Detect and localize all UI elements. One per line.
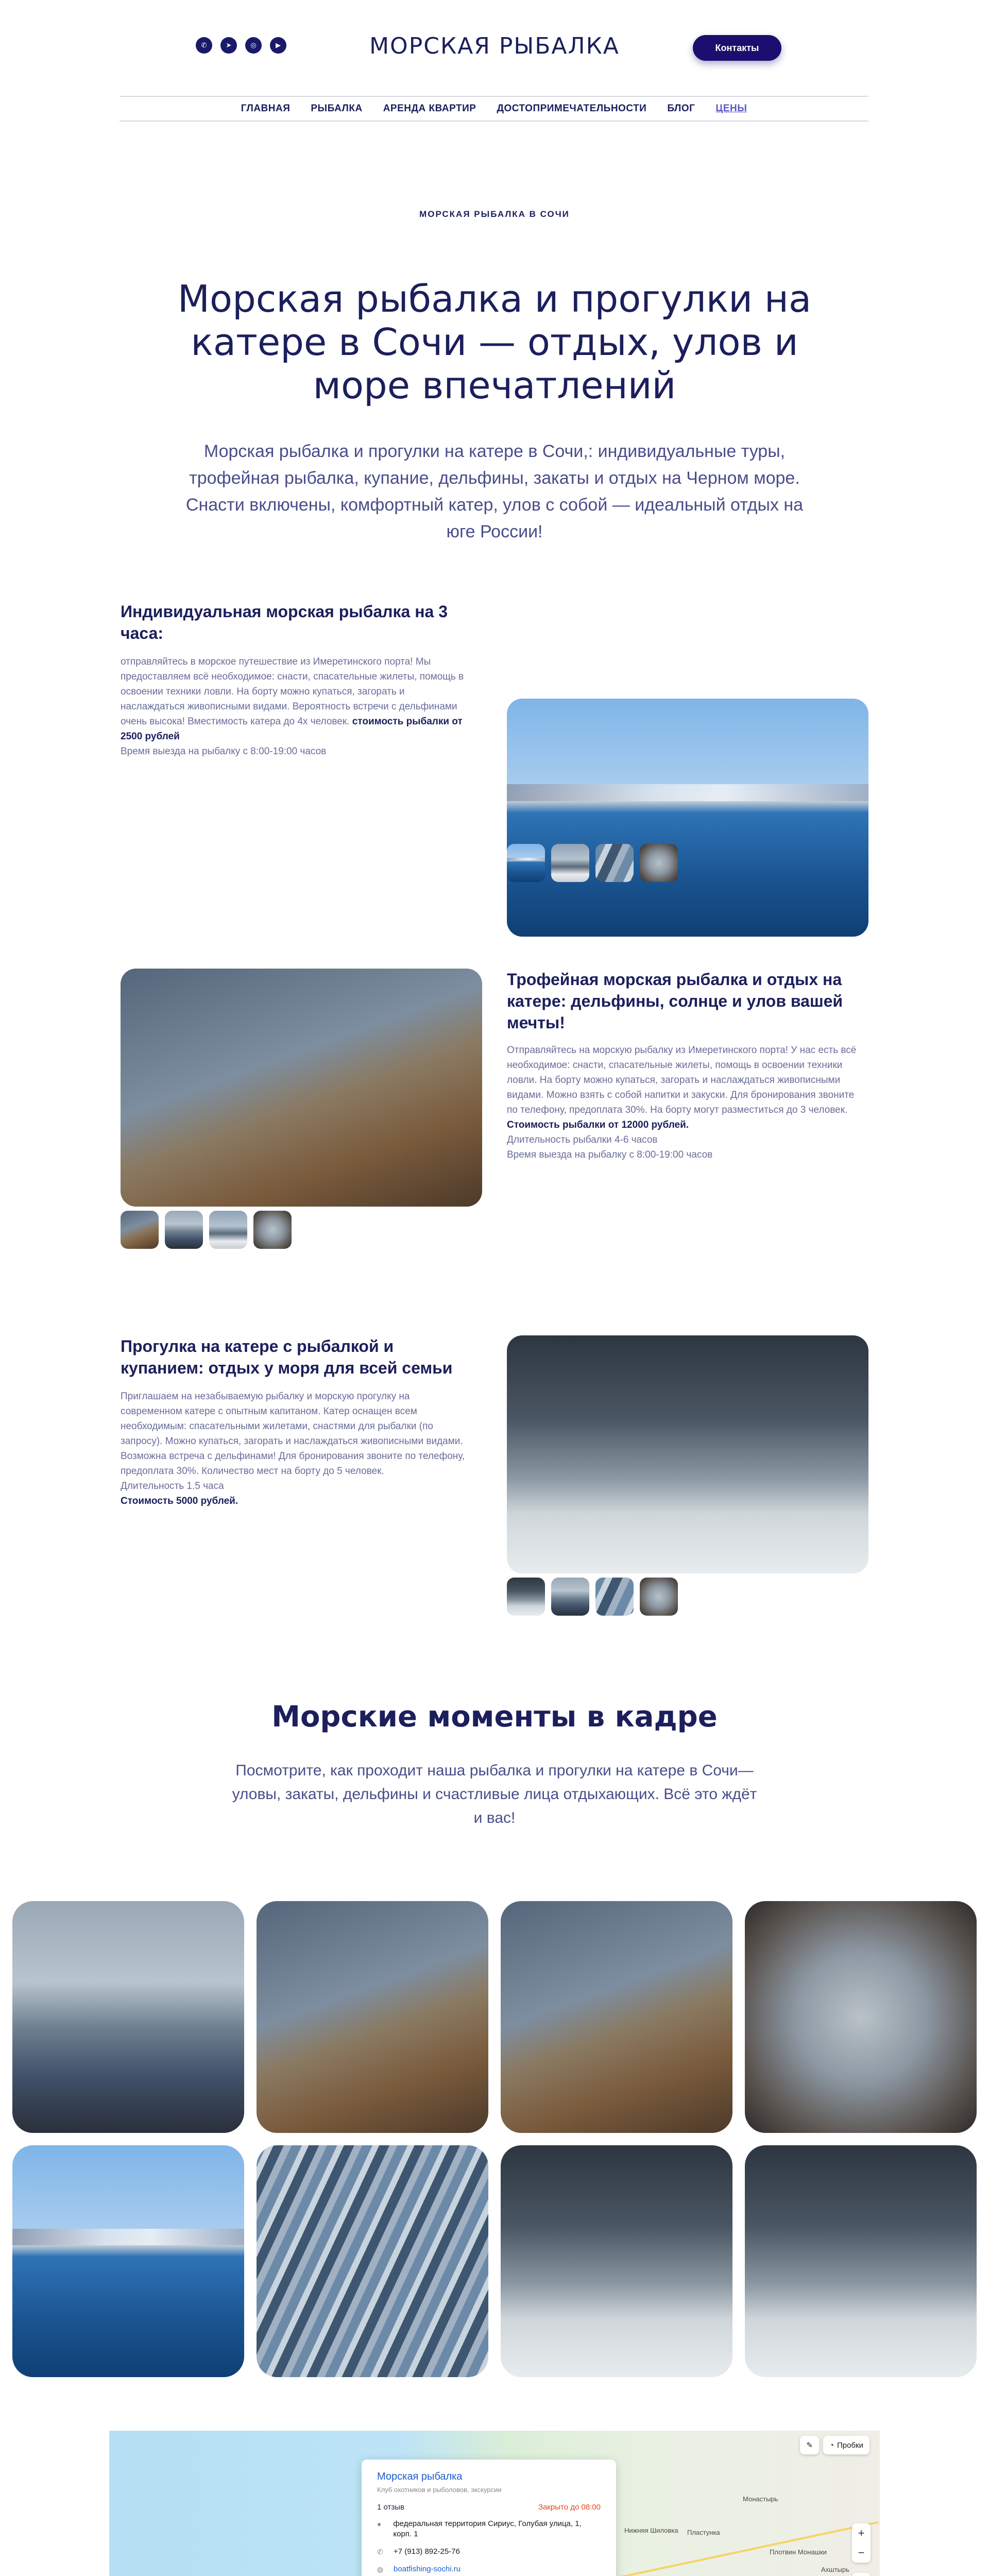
gallery-grid bbox=[12, 1901, 977, 2377]
gallery-title: Морские моменты в кадре bbox=[271, 1700, 718, 1734]
tour-2-photo[interactable] bbox=[121, 969, 482, 1207]
tour-1-time: Время выезда на рыбалку с 8:00-19:00 часов bbox=[121, 746, 327, 757]
thumbnail[interactable] bbox=[507, 1578, 545, 1616]
tour-2-time: Время выезда на рыбалку с 8:00-19:00 часов bbox=[507, 1149, 713, 1160]
map-controls-top bbox=[800, 2436, 869, 2454]
org-category: Клуб охотников и рыболовов, экскурсии bbox=[377, 2486, 502, 2494]
org-phone-row bbox=[377, 2547, 601, 2557]
hero-title: Морская рыбалка и прогулки на катере в Сочи — отдых, улов и море впечатлений bbox=[177, 277, 812, 407]
nav-blog[interactable]: БЛОГ bbox=[667, 103, 695, 114]
nav-home[interactable]: ГЛАВНАЯ bbox=[241, 103, 291, 114]
org-address: федеральная территория Сириус, Голубая улица, 1, корп. 1 bbox=[393, 2519, 582, 2538]
tour-1-title: Индивидуальная морская рыбалка на 3 часа: bbox=[121, 602, 448, 642]
tour-1-thumbnails bbox=[507, 844, 678, 882]
map-town: Плотвин Монашки bbox=[770, 2548, 827, 2556]
gallery-photo[interactable] bbox=[12, 1901, 244, 2133]
youtube-icon[interactable]: ▶ bbox=[270, 37, 286, 54]
gallery-photo[interactable] bbox=[257, 2145, 488, 2377]
thumbnail[interactable] bbox=[640, 844, 678, 882]
tour-3-photo[interactable] bbox=[507, 1335, 868, 1573]
traffic-label: Пробки bbox=[837, 2441, 863, 2450]
site-brand[interactable]: МОРСКАЯ РЫБАЛКА bbox=[369, 33, 620, 59]
nav-attractions[interactable]: ДОСТОПРИМЕЧАТЕЛЬНОСТИ bbox=[497, 103, 647, 114]
thumbnail[interactable] bbox=[121, 1211, 159, 1249]
thumbnail[interactable] bbox=[595, 844, 634, 882]
phone-icon: ✆ bbox=[377, 2548, 383, 2556]
tour-3-duration: Длительность 1.5 часа bbox=[121, 1481, 224, 1492]
tour-1-price: стоимость рыбалки от 2500 рублей bbox=[121, 716, 463, 742]
thumbnail[interactable] bbox=[165, 1211, 203, 1249]
thumbnail[interactable] bbox=[209, 1211, 247, 1249]
tour-2-description: Отправляйтесь на морскую рыбалку из Имеретинского порта! У нас есть всё необходимое: снасти, спасательные жилеты, помощь в освоении техники ловли. На борту можно купаться, загорать и наслаждаться живописными видами. Можно взять с собой напитки и закуски. Для бронирования звоните по телефону, предоплата 30%. На борту могут разместиться до 3 человек. bbox=[507, 1045, 857, 1115]
tour-1-photo[interactable] bbox=[507, 699, 868, 937]
org-rating[interactable]: 1 отзыв bbox=[377, 2503, 405, 2512]
contacts-button[interactable]: Контакты bbox=[693, 35, 781, 61]
org-site[interactable]: boatfishing-sochi.ru bbox=[394, 2565, 461, 2573]
tour-3-text bbox=[121, 1389, 471, 1509]
tour-2-title: Трофейная морская рыбалка и отдых на катере: дельфины, солнце и улов вашей мечты! bbox=[507, 970, 843, 1032]
zoom-in-button[interactable]: + bbox=[858, 2527, 865, 2539]
main-nav bbox=[120, 96, 868, 122]
whatsapp-icon[interactable]: ◎ bbox=[245, 37, 262, 54]
tour-2-text bbox=[507, 1043, 867, 1162]
traffic-icon: ◔ bbox=[829, 2441, 834, 2450]
yandex-map[interactable] bbox=[109, 2431, 880, 2576]
nav-prices[interactable]: ЦЕНЫ bbox=[715, 103, 747, 114]
globe-icon: ◍ bbox=[377, 2565, 384, 2573]
gallery-photo[interactable] bbox=[745, 1901, 977, 2133]
telegram-icon[interactable]: ➤ bbox=[220, 37, 237, 54]
nav-fishing[interactable]: РЫБАЛКА bbox=[311, 103, 363, 114]
ruler-button[interactable] bbox=[800, 2436, 819, 2454]
zoom-out-button[interactable]: − bbox=[858, 2546, 865, 2559]
phone-icon[interactable]: ✆ bbox=[196, 37, 212, 54]
tour-3-price: Стоимость 5000 рублей. bbox=[121, 1496, 238, 1506]
org-site-row bbox=[377, 2564, 601, 2574]
tour-1-description: отправляйтесь в морское путешествие из Имеретинского порта! Мы предоставляем всё необходимое: снасти, спасательные жилеты, помощь в освоении техники ловли. На борту можно купаться, загорать и наслаждаться живописными видами. Вероятность встречи с дельфинами очень высока! Вместимость катера до 4х человек. bbox=[121, 656, 464, 727]
site-header bbox=[0, 0, 989, 114]
thumbnail[interactable] bbox=[253, 1211, 292, 1249]
tour-3-thumbnails bbox=[507, 1578, 678, 1616]
gallery-photo[interactable] bbox=[501, 1901, 732, 2133]
tour-1-text bbox=[121, 654, 471, 759]
tour-2-thumbnails bbox=[121, 1211, 292, 1249]
gallery-subtitle: Посмотрите, как проходит наша рыбалка и прогулки на катере в Сочи— уловы, закаты, дельфины и счастливые лица отдыхающих. Всё это ждёт и вас! bbox=[232, 1762, 757, 1826]
ruler-icon: ✎ bbox=[806, 2441, 813, 2450]
tour-2-duration: Длительность рыбалки 4-6 часов bbox=[507, 1134, 658, 1145]
traffic-button[interactable] bbox=[823, 2436, 869, 2454]
zoom-control bbox=[852, 2523, 871, 2563]
hero-subtitle: Морская рыбалка и прогулки на катере в Сочи,: индивидуальные туры, трофейная рыбалка, купание, дельфины, закаты и отдых на Черном море. Снасти включены, комфортный катер, улов с собой — идеальный отдых на юге России! bbox=[185, 442, 804, 541]
thumbnail[interactable] bbox=[551, 844, 589, 882]
hero-eyebrow: МОРСКАЯ РЫБАЛКА В СОЧИ bbox=[419, 209, 570, 219]
location-pin-icon: ● bbox=[377, 2520, 382, 2528]
tour-2-price: Стоимость рыбалки от 12000 рублей. bbox=[507, 1120, 689, 1130]
map-town: Нижняя Шиловка bbox=[624, 2527, 678, 2534]
gallery-photo[interactable] bbox=[501, 2145, 732, 2377]
geolocation-button[interactable] bbox=[852, 2573, 871, 2576]
org-address-row bbox=[377, 2519, 601, 2539]
tour-3-description: Приглашаем на незабываемую рыбалку и морскую прогулку на современном катере с опытным капитаном. Катер оснащен всем необходимым: спасательными жилетами, снастями для рыбалки (по запросу). Можно купаться, загорать и наслаждаться живописными видами. Возможна встреча с дельфинами! Для бронирования звоните по телефону, предоплата 30%. Количество мест на борту до 5 человек. bbox=[121, 1391, 465, 1477]
thumbnail[interactable] bbox=[507, 844, 545, 882]
gallery-photo[interactable] bbox=[745, 2145, 977, 2377]
org-name[interactable]: Морская рыбалка bbox=[377, 2471, 463, 2482]
thumbnail[interactable] bbox=[595, 1578, 634, 1616]
org-rating-row bbox=[377, 2503, 601, 2512]
organization-card bbox=[362, 2460, 616, 2576]
org-status: Закрыто до 08:00 bbox=[538, 2503, 601, 2512]
tour-3-title: Прогулка на катере с рыбалкой и купанием: отдых у моря для всей семьи bbox=[121, 1337, 453, 1377]
thumbnail[interactable] bbox=[640, 1578, 678, 1616]
gallery-photo[interactable] bbox=[257, 1901, 488, 2133]
gallery-photo[interactable] bbox=[12, 2145, 244, 2377]
map-town: Монастырь bbox=[743, 2495, 778, 2503]
thumbnail[interactable] bbox=[551, 1578, 589, 1616]
org-phone[interactable]: +7 (913) 892-25-76 bbox=[394, 2547, 460, 2556]
map-town: Пластунка bbox=[687, 2529, 720, 2536]
nav-apartments[interactable]: АРЕНДА КВАРТИР bbox=[383, 103, 476, 114]
map-town: Ахштырь bbox=[821, 2566, 849, 2573]
